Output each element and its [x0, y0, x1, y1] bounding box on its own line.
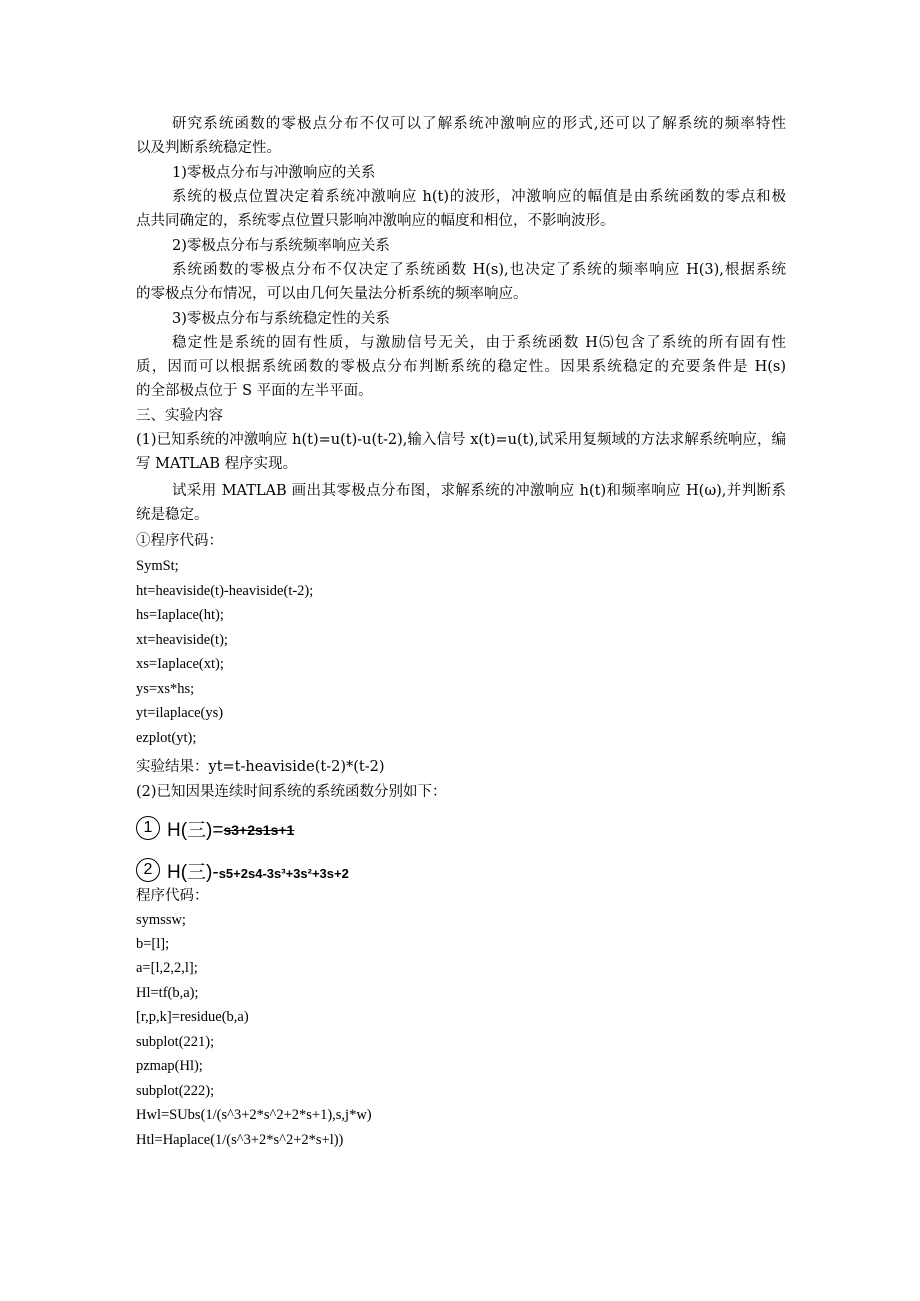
heading-zero-pole-frequency: 2)零极点分布与系统频率响应关系	[172, 238, 390, 254]
experiment-result: 实验结果：yt=t-heaviside(t-2)*(t-2)	[136, 759, 385, 775]
formula-2-rhs: s5+2s4-3s³+3s²+3s+2	[218, 865, 349, 881]
circled-number-2: 2	[136, 858, 160, 882]
code-line: ht=heaviside(t)-heaviside(t-2);	[136, 583, 314, 599]
code-line: a=[l,2,2,l];	[136, 960, 198, 976]
formula-1	[136, 814, 294, 842]
formula-2	[136, 856, 349, 884]
code-label-1: ①程序代码：	[136, 533, 223, 549]
code-line: xs=Iaplace(xt);	[136, 656, 224, 672]
question-2: (2)已知因果连续时间系统的系统函数分别如下：	[136, 784, 447, 800]
code-line: ezplot(yt);	[136, 730, 197, 746]
code-label-2: 程序代码：	[136, 888, 209, 904]
code-line: SymSt;	[136, 558, 179, 574]
question-1-line-1: (1)已知系统的冲激响应 h(t)=u(t)-u(t-2),输入信号 x(t)=u(t),试采用复频域的方法求解系统响应，编	[136, 432, 786, 448]
paragraph-stability-line-1: 稳定性是系统的固有性质，与激励信号无关，由于系统函数 H⑸包含了系统的所有固有性	[172, 335, 786, 351]
paragraph-intro-line-1: 研究系统函数的零极点分布不仅可以了解系统冲激响应的形式,还可以了解系统的频率特性	[172, 116, 786, 132]
code-line: pzmap(Hl);	[136, 1058, 203, 1074]
question-1b-line-2: 统是稳定。	[136, 507, 209, 523]
code-line: ys=xs*hs;	[136, 681, 195, 697]
code-line: b=[l];	[136, 936, 170, 952]
question-1-line-2: 写 MATLAB 程序实现。	[136, 456, 298, 472]
code-line: xt=heaviside(t);	[136, 632, 228, 648]
code-line: [r,p,k]=residue(b,a)	[136, 1009, 249, 1025]
paragraph-intro-line-2: 以及判断系统稳定性。	[136, 140, 281, 156]
question-1b-line-1: 试采用 MATLAB 画出其零极点分布图，求解系统的冲激响应 h(t)和频率响应 H(ω),并判断系	[172, 483, 786, 499]
heading-zero-pole-impulse: 1)零极点分布与冲激响应的关系	[172, 165, 376, 181]
paragraph-impulse-line-1: 系统的极点位置决定着系统冲激响应 h(t)的波形，冲激响应的幅值是由系统函数的零点和极	[172, 189, 786, 205]
code-line: yt=ilaplace(ys)	[136, 705, 224, 721]
heading-zero-pole-stability: 3)零极点分布与系统稳定性的关系	[172, 311, 390, 327]
paragraph-frequency-line-2: 的零极点分布情况，可以由几何矢量法分析系统的频率响应。	[136, 286, 528, 302]
code-line: hs=Iaplace(ht);	[136, 607, 224, 623]
code-line: Hwl=SUbs(1/(s^3+2*s^2+2*s+1),s,j*w)	[136, 1107, 372, 1123]
code-line: subplot(222);	[136, 1083, 215, 1099]
paragraph-stability-line-2: 质，因而可以根据系统函数的零极点分布判断系统的稳定性。因果系统稳定的充要条件是 H(s)	[136, 359, 786, 375]
code-line: subplot(221);	[136, 1034, 215, 1050]
paragraph-stability-line-3: 的全部极点位于 S 平面的左半平面。	[136, 383, 373, 399]
section-heading-experiment: 三、实验内容	[136, 408, 223, 424]
formula-1-rhs: s3+2s1s+1	[223, 822, 295, 838]
paragraph-frequency-line-1: 系统函数的零极点分布不仅决定了系统函数 H(s),也决定了系统的频率响应 H(3),根据系统	[172, 262, 786, 278]
code-line: Htl=Haplace(1/(s^3+2*s^2+2*s+l))	[136, 1132, 344, 1148]
formula-1-label: H(三)=	[167, 819, 224, 841]
circled-number-1: 1	[136, 816, 160, 840]
code-line: symssw;	[136, 912, 186, 928]
formula-2-label: H(三)-	[167, 861, 219, 883]
code-line: Hl=tf(b,a);	[136, 985, 199, 1001]
paragraph-impulse-line-2: 点共同确定的，系统零点位置只影响冲激响应的幅度和相位，不影响波形。	[136, 213, 615, 229]
